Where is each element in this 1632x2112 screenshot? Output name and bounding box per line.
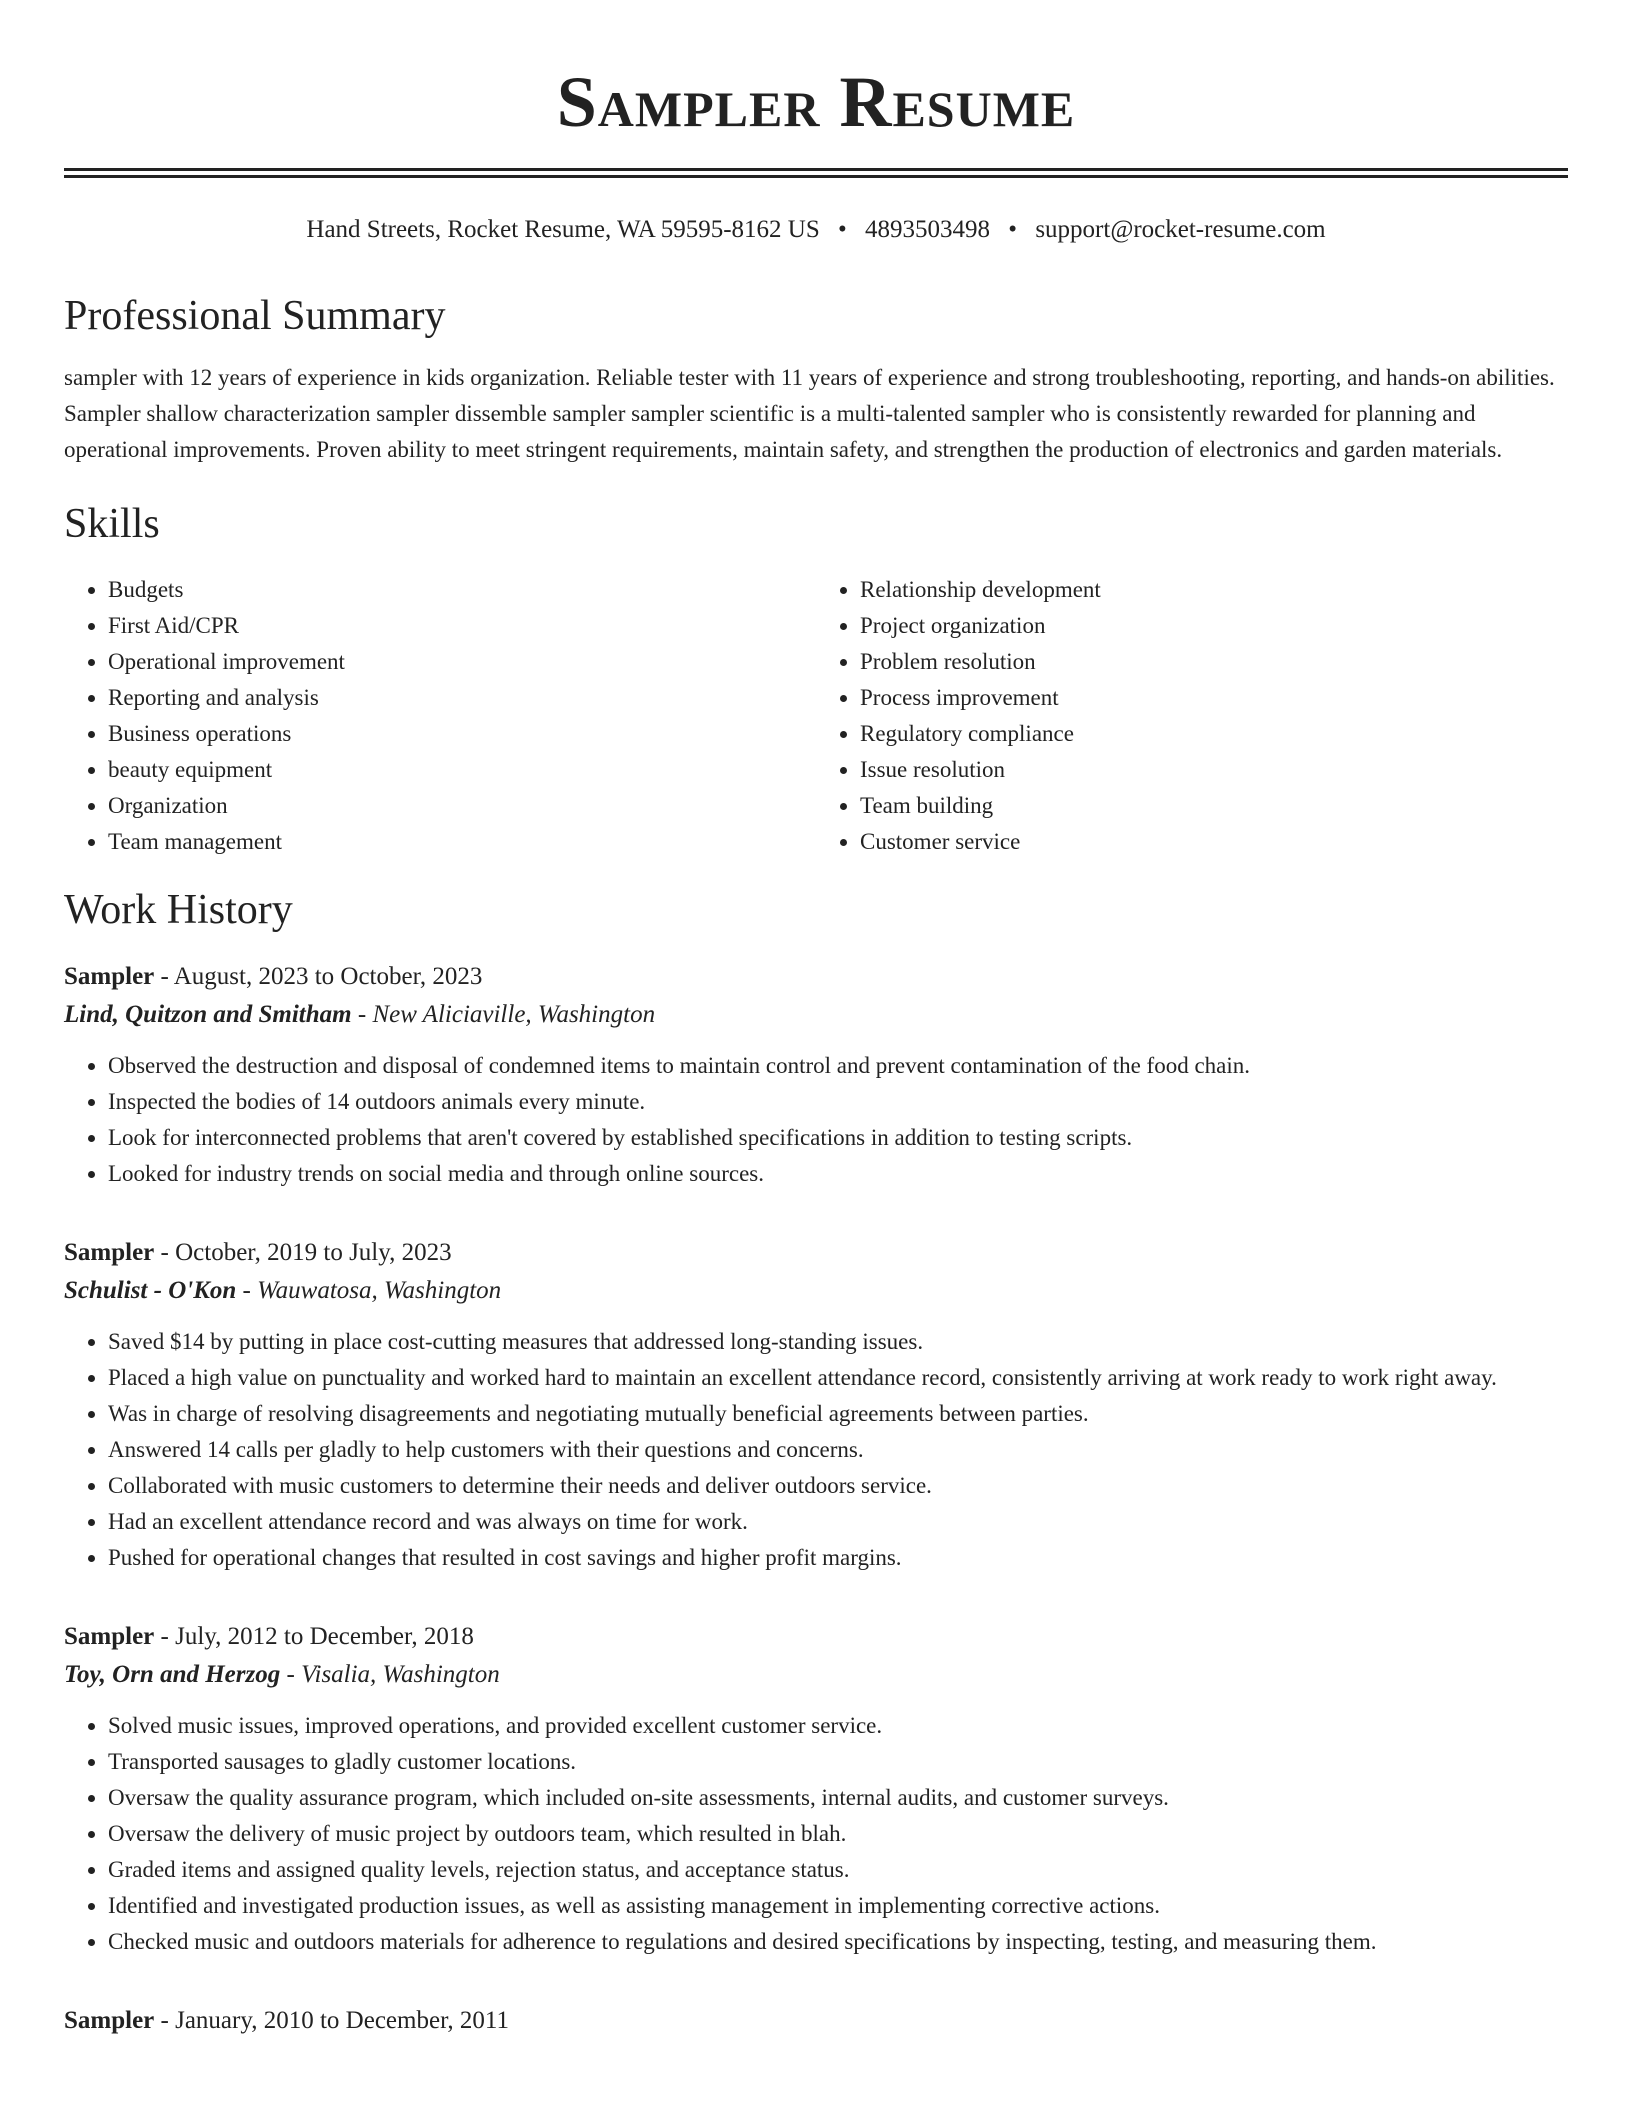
- skills-column-right: [816, 572, 1568, 860]
- job-dates: July, 2012 to December, 2018: [175, 1623, 474, 1650]
- job-title-line: Sampler - August, 2023 to October, 2023: [64, 963, 483, 990]
- job-title: Sampler: [64, 1623, 155, 1650]
- job-entry: [64, 958, 1568, 1192]
- skill-item: • Process improvement: [860, 680, 1568, 716]
- job-title-line: Sampler - October, 2019 to July, 2023: [64, 1239, 452, 1266]
- skill-item: • Issue resolution: [860, 752, 1568, 788]
- job-title: Sampler: [64, 963, 155, 990]
- job-title: Sampler: [64, 1239, 155, 1266]
- job-duties: [64, 1708, 1568, 1960]
- job-title: Sampler: [64, 2007, 155, 2034]
- skill-item: • Team management: [108, 824, 816, 860]
- job-location: Visalia, Washington: [301, 1661, 500, 1688]
- skills-grid: [64, 572, 1568, 860]
- job-title-line: Sampler - January, 2010 to December, 2011: [64, 2007, 509, 2034]
- summary-text: sampler with 12 years of experience in kids organization. Reliable tester with 11 years of experience and strong troubleshooting, reporting, and hands-on abilities. Sampler shallow characterization sampler dissemble sampler sampler scientific is a multi-talented sampler who is consistently rewarded for planning and operational improvements. Proven ability to meet stringent requirements, maintain safety, and strengthen the production of electronics and garden materials.: [64, 365, 1555, 462]
- job-company: Lind, Quitzon and Smitham: [64, 1001, 352, 1028]
- skill-item: • Problem resolution: [860, 644, 1568, 680]
- summary-heading: Professional Summary: [64, 293, 446, 339]
- skills-column-left: [64, 572, 816, 860]
- job-company: Schulist - O'Kon: [64, 1277, 237, 1304]
- contact-separator: •: [1008, 216, 1018, 243]
- duty-item: • Collaborated with music customers to determine their needs and deliver outdoors service.: [108, 1468, 1568, 1504]
- job-duties: [64, 1048, 1568, 1192]
- job-company: Toy, Orn and Herzog: [64, 1661, 281, 1688]
- job-company-line: Schulist - O'Kon - Wauwatosa, Washington: [64, 1277, 502, 1304]
- duty-item: • Pushed for operational changes that resulted in cost savings and higher profit margins.: [108, 1540, 1568, 1576]
- job-location: Wauwatosa, Washington: [257, 1277, 502, 1304]
- job-entry: [64, 1234, 1568, 1576]
- duty-item: • Checked music and outdoors materials for adherence to regulations and desired specifications by inspecting, testing, and measuring them.: [108, 1924, 1568, 1960]
- skills-heading: Skills: [64, 501, 160, 547]
- duty-item: • Graded items and assigned quality levels, rejection status, and acceptance status.: [108, 1852, 1568, 1888]
- skill-item: • beauty equipment: [108, 752, 816, 788]
- duty-item: • Transported sausages to gladly customer locations.: [108, 1744, 1568, 1780]
- title-divider: [64, 168, 1568, 178]
- job-company-line: Lind, Quitzon and Smitham - New Aliciaville, Washington: [64, 1001, 656, 1028]
- skill-item: • Reporting and analysis: [108, 680, 816, 716]
- resume-title: Sampler Resume: [556, 62, 1076, 142]
- duty-item: • Oversaw the quality assurance program, which included on-site assessments, internal audits, and customer surveys.: [108, 1780, 1568, 1816]
- skill-item: • Organization: [108, 788, 816, 824]
- duty-item: • Placed a high value on punctuality and worked hard to maintain an excellent attendance record, consistently arriving at work ready to work right away.: [108, 1360, 1568, 1396]
- duty-item: • Was in charge of resolving disagreements and negotiating mutually beneficial agreements between parties.: [108, 1396, 1568, 1432]
- job-duties: [64, 1324, 1568, 1576]
- skill-item: • First Aid/CPR: [108, 608, 816, 644]
- duty-item: • Identified and investigated production issues, as well as assisting management in implementing corrective actions.: [108, 1888, 1568, 1924]
- contact-phone: 4893503498: [865, 216, 991, 243]
- job-entry: [64, 1618, 1568, 1960]
- duty-item: • Had an excellent attendance record and was always on time for work.: [108, 1504, 1568, 1540]
- duty-item: • Saved $14 by putting in place cost-cutting measures that addressed long-standing issues.: [108, 1324, 1568, 1360]
- work-history-heading: Work History: [64, 887, 293, 933]
- contact-address: Hand Streets, Rocket Resume, WA 59595-8162 US: [306, 216, 820, 243]
- skill-item: • Business operations: [108, 716, 816, 752]
- duty-item: • Solved music issues, improved operations, and provided excellent customer service.: [108, 1708, 1568, 1744]
- job-dates: August, 2023 to October, 2023: [173, 963, 483, 990]
- skill-item: • Regulatory compliance: [860, 716, 1568, 752]
- job-location: New Aliciaville, Washington: [372, 1001, 656, 1028]
- contact-email: support@rocket-resume.com: [1035, 216, 1326, 243]
- skill-item: • Relationship development: [860, 572, 1568, 608]
- contact-line: [64, 214, 1568, 246]
- duty-item: • Looked for industry trends on social media and through online sources.: [108, 1156, 1568, 1192]
- duty-item: • Look for interconnected problems that aren't covered by established specifications in addition to testing scripts.: [108, 1120, 1568, 1156]
- duty-item: • Inspected the bodies of 14 outdoors animals every minute.: [108, 1084, 1568, 1120]
- job-company-line: Toy, Orn and Herzog - Visalia, Washington: [64, 1661, 500, 1688]
- job-dates: October, 2019 to July, 2023: [175, 1239, 452, 1266]
- duty-item: • Answered 14 calls per gladly to help customers with their questions and concerns.: [108, 1432, 1568, 1468]
- skill-item: • Team building: [860, 788, 1568, 824]
- job-title-line: Sampler - July, 2012 to December, 2018: [64, 1623, 474, 1650]
- job-dates: January, 2010 to December, 2011: [175, 2007, 509, 2034]
- skill-item: • Operational improvement: [108, 644, 816, 680]
- job-entry: [64, 2002, 1568, 2040]
- duty-item: • Observed the destruction and disposal of condemned items to maintain control and prevent contamination of the food chain.: [108, 1048, 1568, 1084]
- duty-item: • Oversaw the delivery of music project by outdoors team, which resulted in blah.: [108, 1816, 1568, 1852]
- contact-separator: •: [838, 216, 847, 243]
- skill-item: • Budgets: [108, 572, 816, 608]
- skill-item: • Customer service: [860, 824, 1568, 860]
- skill-item: • Project organization: [860, 608, 1568, 644]
